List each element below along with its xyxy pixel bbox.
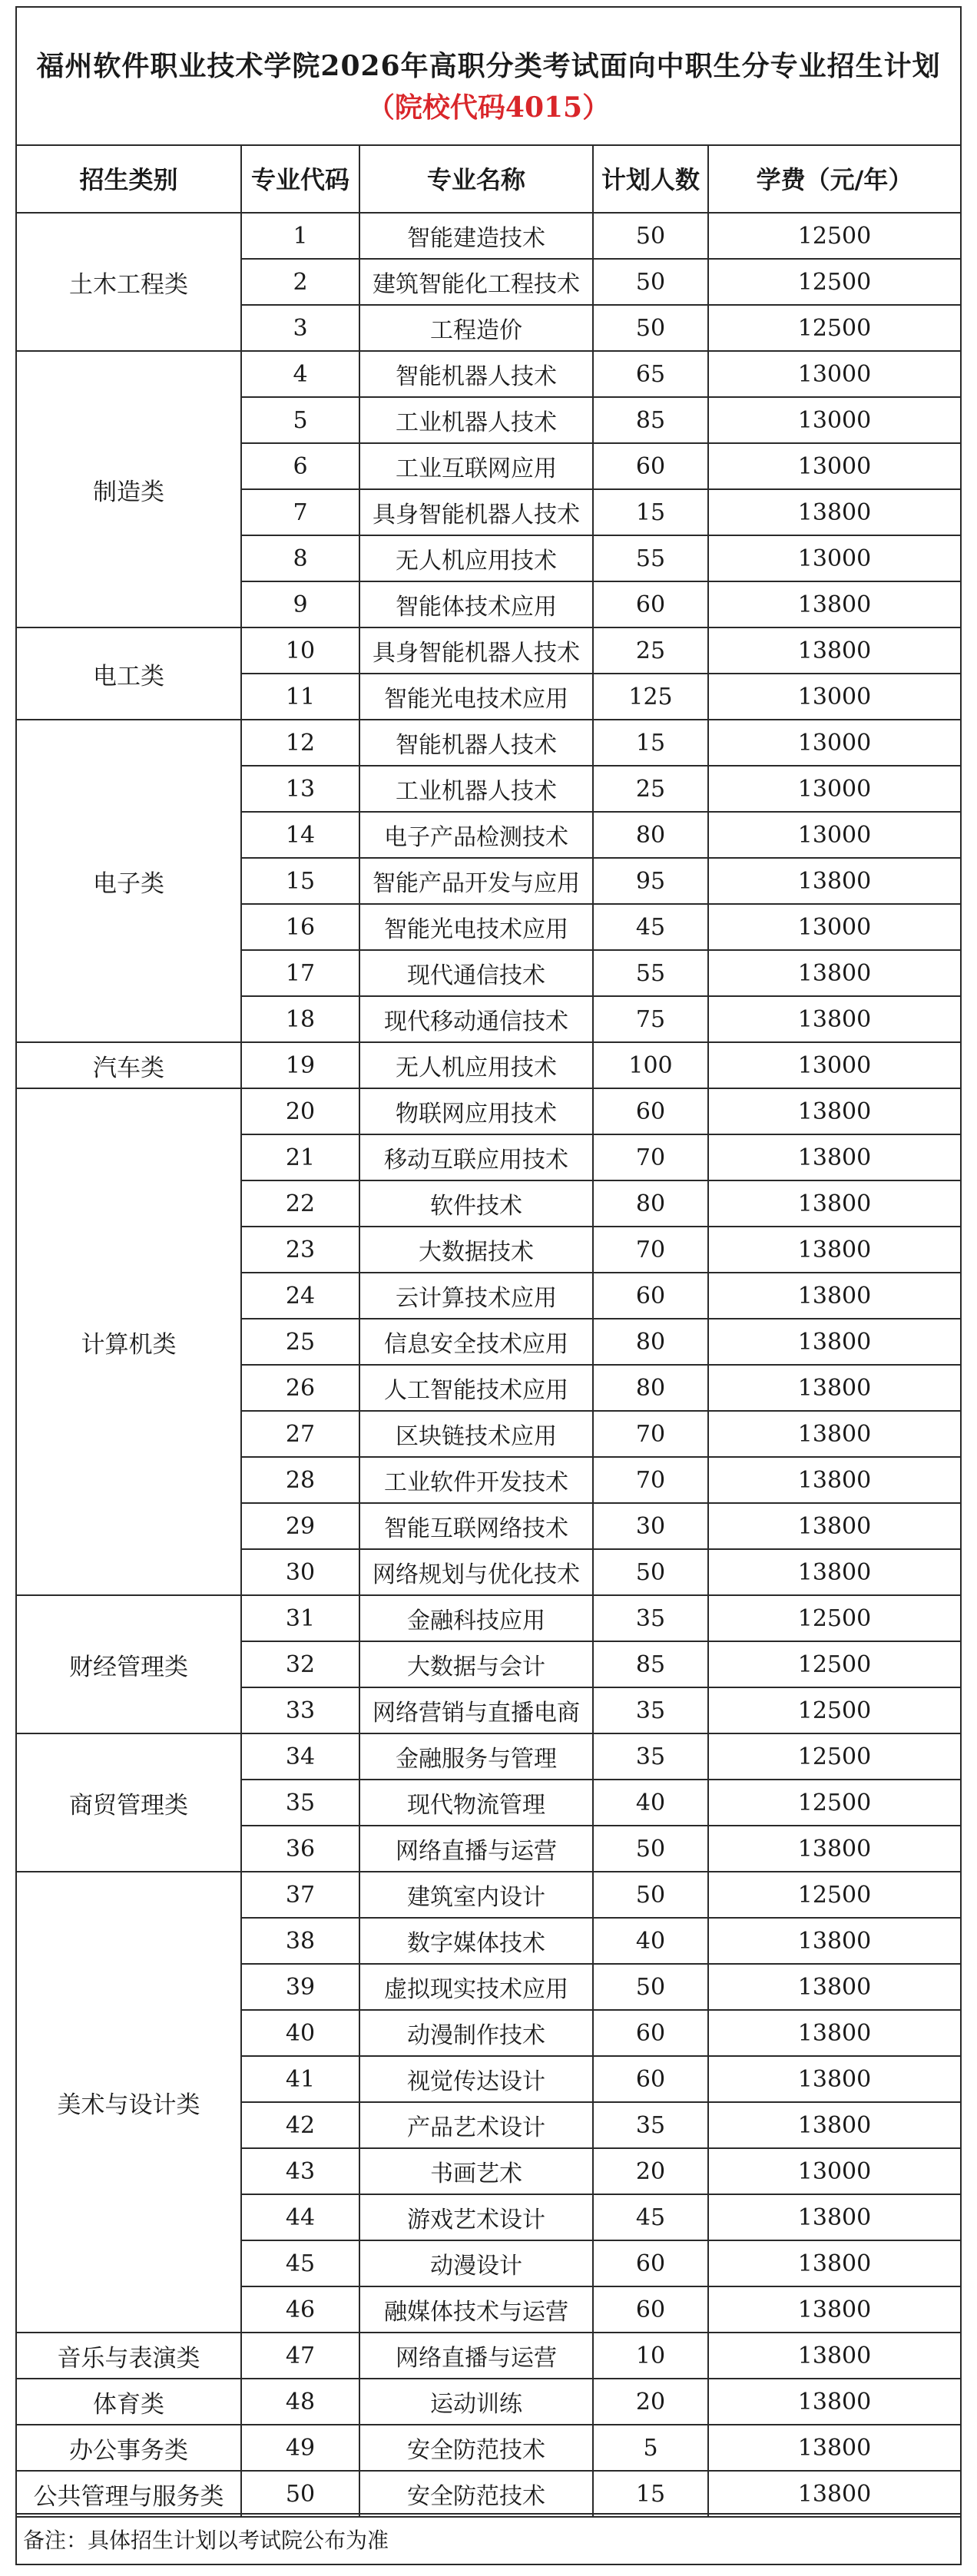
category-cell: 美术与设计类 xyxy=(17,1872,241,2333)
tuition-cell: 13800 xyxy=(708,1964,960,2010)
plan-count-cell: 15 xyxy=(593,2471,708,2517)
major-code-cell: 35 xyxy=(241,1780,359,1826)
major-name-cell: 网络直播与运营 xyxy=(359,2333,593,2379)
major-name-cell: 智能机器人技术 xyxy=(359,351,593,397)
major-name-cell: 现代物流管理 xyxy=(359,1780,593,1826)
tuition-cell: 13000 xyxy=(708,2148,960,2194)
major-name-cell: 区块链技术应用 xyxy=(359,1411,593,1457)
plan-count-cell: 70 xyxy=(593,1457,708,1503)
enrollment-plan-sheet xyxy=(15,6,962,2565)
major-code-cell: 40 xyxy=(241,2010,359,2056)
plan-count-cell: 80 xyxy=(593,1319,708,1365)
plan-count-cell: 60 xyxy=(593,2010,708,2056)
plan-count-cell: 55 xyxy=(593,535,708,581)
tuition-cell: 13000 xyxy=(708,443,960,489)
tuition-cell: 13800 xyxy=(708,950,960,996)
tuition-cell: 13800 xyxy=(708,581,960,627)
major-code-cell: 16 xyxy=(241,904,359,950)
category-cell: 计算机类 xyxy=(17,1088,241,1595)
plan-count-cell: 40 xyxy=(593,1780,708,1826)
plan-count-cell: 50 xyxy=(593,213,708,259)
major-code-cell: 44 xyxy=(241,2194,359,2240)
plan-count-cell: 15 xyxy=(593,720,708,766)
plan-count-cell: 50 xyxy=(593,1964,708,2010)
major-name-cell: 动漫制作技术 xyxy=(359,2010,593,2056)
major-code-cell: 43 xyxy=(241,2148,359,2194)
plan-count-cell: 25 xyxy=(593,766,708,812)
table-header-row xyxy=(17,144,960,213)
tuition-cell: 13800 xyxy=(708,1088,960,1134)
table-row xyxy=(17,720,960,766)
plan-count-cell: 45 xyxy=(593,904,708,950)
plan-count-cell: 80 xyxy=(593,1180,708,1227)
tuition-cell: 12500 xyxy=(708,1595,960,1641)
major-code-cell: 19 xyxy=(241,1042,359,1088)
tuition-cell: 13000 xyxy=(708,812,960,858)
plan-count-cell: 65 xyxy=(593,351,708,397)
major-code-cell: 42 xyxy=(241,2102,359,2148)
tuition-cell: 12500 xyxy=(708,305,960,351)
plan-count-cell: 30 xyxy=(593,1503,708,1549)
plan-count-cell: 100 xyxy=(593,1042,708,1088)
tuition-cell: 13000 xyxy=(708,535,960,581)
major-code-cell: 4 xyxy=(241,351,359,397)
major-name-cell: 人工智能技术应用 xyxy=(359,1365,593,1411)
tuition-cell: 12500 xyxy=(708,213,960,259)
major-name-cell: 具身智能机器人技术 xyxy=(359,627,593,674)
major-code-cell: 9 xyxy=(241,581,359,627)
major-code-cell: 37 xyxy=(241,1872,359,1918)
tuition-cell: 13800 xyxy=(708,1411,960,1457)
tuition-cell: 13800 xyxy=(708,1457,960,1503)
major-code-cell: 11 xyxy=(241,674,359,720)
major-code-cell: 3 xyxy=(241,305,359,351)
major-code-cell: 50 xyxy=(241,2471,359,2517)
tuition-cell: 13800 xyxy=(708,1180,960,1227)
header-major-code: 专业代码 xyxy=(241,144,359,213)
category-cell: 制造类 xyxy=(17,351,241,627)
major-name-cell: 工业机器人技术 xyxy=(359,766,593,812)
major-name-cell: 智能产品开发与应用 xyxy=(359,858,593,904)
tuition-cell: 13800 xyxy=(708,1134,960,1180)
table-row xyxy=(17,627,960,674)
footer-divider xyxy=(17,2513,960,2515)
major-name-cell: 云计算技术应用 xyxy=(359,1273,593,1319)
tuition-cell: 12500 xyxy=(708,1641,960,1687)
major-code-cell: 5 xyxy=(241,397,359,443)
tuition-cell: 13000 xyxy=(708,1042,960,1088)
plan-count-cell: 60 xyxy=(593,1273,708,1319)
major-name-cell: 工业机器人技术 xyxy=(359,397,593,443)
major-name-cell: 大数据技术 xyxy=(359,1227,593,1273)
tuition-cell: 13800 xyxy=(708,1319,960,1365)
plan-count-cell: 60 xyxy=(593,2056,708,2102)
plan-count-cell: 125 xyxy=(593,674,708,720)
major-name-cell: 无人机应用技术 xyxy=(359,535,593,581)
major-code-cell: 21 xyxy=(241,1134,359,1180)
major-name-cell: 融媒体技术与运营 xyxy=(359,2286,593,2333)
major-name-cell: 工程造价 xyxy=(359,305,593,351)
major-name-cell: 信息安全技术应用 xyxy=(359,1319,593,1365)
plan-count-cell: 40 xyxy=(593,1918,708,1964)
table-row xyxy=(17,1872,960,1918)
tuition-cell: 13800 xyxy=(708,1273,960,1319)
category-cell: 商贸管理类 xyxy=(17,1733,241,1872)
tuition-cell: 12500 xyxy=(708,1733,960,1780)
major-code-cell: 26 xyxy=(241,1365,359,1411)
plan-count-cell: 60 xyxy=(593,2240,708,2286)
plan-count-cell: 60 xyxy=(593,1088,708,1134)
plan-count-cell: 10 xyxy=(593,2333,708,2379)
tuition-cell: 13000 xyxy=(708,674,960,720)
major-name-cell: 安全防范技术 xyxy=(359,2425,593,2471)
table-row xyxy=(17,351,960,397)
plan-count-cell: 85 xyxy=(593,397,708,443)
major-code-cell: 8 xyxy=(241,535,359,581)
header-tuition: 学费（元/年） xyxy=(708,144,960,213)
major-code-cell: 14 xyxy=(241,812,359,858)
major-code-cell: 38 xyxy=(241,1918,359,1964)
major-code-cell: 36 xyxy=(241,1826,359,1872)
category-cell: 办公事务类 xyxy=(17,2425,241,2471)
tuition-cell: 13800 xyxy=(708,2286,960,2333)
major-name-cell: 无人机应用技术 xyxy=(359,1042,593,1088)
major-name-cell: 智能光电技术应用 xyxy=(359,674,593,720)
plan-count-cell: 70 xyxy=(593,1411,708,1457)
major-name-cell: 现代移动通信技术 xyxy=(359,996,593,1042)
tuition-cell: 13800 xyxy=(708,2425,960,2471)
plan-count-cell: 25 xyxy=(593,627,708,674)
major-code-cell: 49 xyxy=(241,2425,359,2471)
category-cell: 财经管理类 xyxy=(17,1595,241,1733)
major-code-cell: 46 xyxy=(241,2286,359,2333)
plan-count-cell: 80 xyxy=(593,812,708,858)
major-code-cell: 12 xyxy=(241,720,359,766)
major-name-cell: 智能互联网络技术 xyxy=(359,1503,593,1549)
tuition-cell: 13800 xyxy=(708,1227,960,1273)
major-name-cell: 网络直播与运营 xyxy=(359,1826,593,1872)
plan-count-cell: 70 xyxy=(593,1227,708,1273)
tuition-cell: 13800 xyxy=(708,2379,960,2425)
tuition-cell: 13800 xyxy=(708,2194,960,2240)
tuition-cell: 13800 xyxy=(708,2102,960,2148)
plan-count-cell: 85 xyxy=(593,1641,708,1687)
tuition-cell: 13800 xyxy=(708,2240,960,2286)
major-name-cell: 现代通信技术 xyxy=(359,950,593,996)
major-code-cell: 18 xyxy=(241,996,359,1042)
plan-count-cell: 35 xyxy=(593,1733,708,1780)
plan-count-cell: 60 xyxy=(593,581,708,627)
major-name-cell: 运动训练 xyxy=(359,2379,593,2425)
major-code-cell: 15 xyxy=(241,858,359,904)
footnote: 备注：具体招生计划以考试院公布为准 xyxy=(23,2528,389,2553)
tuition-cell: 13000 xyxy=(708,766,960,812)
tuition-cell: 13800 xyxy=(708,858,960,904)
tuition-cell: 13800 xyxy=(708,1503,960,1549)
table-row xyxy=(17,1088,960,1134)
category-cell: 音乐与表演类 xyxy=(17,2333,241,2379)
major-name-cell: 金融服务与管理 xyxy=(359,1733,593,1780)
major-code-cell: 17 xyxy=(241,950,359,996)
plan-count-cell: 5 xyxy=(593,2425,708,2471)
header-category: 招生类别 xyxy=(17,144,241,213)
plan-count-cell: 60 xyxy=(593,2286,708,2333)
plan-count-cell: 75 xyxy=(593,996,708,1042)
major-code-cell: 22 xyxy=(241,1180,359,1227)
major-code-cell: 25 xyxy=(241,1319,359,1365)
tuition-cell: 12500 xyxy=(708,1872,960,1918)
page-title: 福州软件职业技术学院2026年高职分类考试面向中职生分专业招生计划 xyxy=(36,50,941,82)
major-code-cell: 34 xyxy=(241,1733,359,1780)
table-row xyxy=(17,1733,960,1780)
plan-count-cell: 50 xyxy=(593,1826,708,1872)
tuition-cell: 12500 xyxy=(708,259,960,305)
plan-count-cell: 50 xyxy=(593,305,708,351)
header-plan-count: 计划人数 xyxy=(593,144,708,213)
category-cell: 土木工程类 xyxy=(17,213,241,351)
tuition-cell: 13000 xyxy=(708,351,960,397)
major-code-cell: 20 xyxy=(241,1088,359,1134)
plan-count-cell: 45 xyxy=(593,2194,708,2240)
major-name-cell: 智能机器人技术 xyxy=(359,720,593,766)
major-name-cell: 移动互联应用技术 xyxy=(359,1134,593,1180)
tuition-cell: 13800 xyxy=(708,1549,960,1595)
category-cell: 电工类 xyxy=(17,627,241,720)
major-name-cell: 数字媒体技术 xyxy=(359,1918,593,1964)
table-body xyxy=(17,213,960,2517)
table-row xyxy=(17,213,960,259)
tuition-cell: 13800 xyxy=(708,2010,960,2056)
tuition-cell: 13800 xyxy=(708,996,960,1042)
tuition-cell: 13800 xyxy=(708,1918,960,1964)
major-name-cell: 视觉传达设计 xyxy=(359,2056,593,2102)
plan-count-cell: 55 xyxy=(593,950,708,996)
major-code-cell: 2 xyxy=(241,259,359,305)
table-row xyxy=(17,2425,960,2471)
major-name-cell: 产品艺术设计 xyxy=(359,2102,593,2148)
major-name-cell: 虚拟现实技术应用 xyxy=(359,1964,593,2010)
major-code-cell: 41 xyxy=(241,2056,359,2102)
major-name-cell: 安全防范技术 xyxy=(359,2471,593,2517)
major-code-cell: 30 xyxy=(241,1549,359,1595)
major-code-cell: 33 xyxy=(241,1687,359,1733)
major-code-cell: 31 xyxy=(241,1595,359,1641)
table-row xyxy=(17,2471,960,2517)
plan-count-cell: 35 xyxy=(593,1595,708,1641)
major-code-cell: 10 xyxy=(241,627,359,674)
tuition-cell: 12500 xyxy=(708,1687,960,1733)
category-cell: 公共管理与服务类 xyxy=(17,2471,241,2517)
tuition-cell: 13000 xyxy=(708,720,960,766)
plan-count-cell: 70 xyxy=(593,1134,708,1180)
major-name-cell: 物联网应用技术 xyxy=(359,1088,593,1134)
tuition-cell: 13800 xyxy=(708,2471,960,2517)
major-name-cell: 具身智能机器人技术 xyxy=(359,489,593,535)
major-name-cell: 建筑智能化工程技术 xyxy=(359,259,593,305)
major-name-cell: 金融科技应用 xyxy=(359,1595,593,1641)
plan-count-cell: 35 xyxy=(593,2102,708,2148)
major-code-cell: 1 xyxy=(241,213,359,259)
major-code-cell: 39 xyxy=(241,1964,359,2010)
major-code-cell: 13 xyxy=(241,766,359,812)
major-code-cell: 32 xyxy=(241,1641,359,1687)
major-name-cell: 智能光电技术应用 xyxy=(359,904,593,950)
table-row xyxy=(17,2379,960,2425)
table-row xyxy=(17,1595,960,1641)
major-name-cell: 游戏艺术设计 xyxy=(359,2194,593,2240)
major-code-cell: 24 xyxy=(241,1273,359,1319)
tuition-cell: 13800 xyxy=(708,489,960,535)
major-name-cell: 工业互联网应用 xyxy=(359,443,593,489)
tuition-cell: 13800 xyxy=(708,1365,960,1411)
tuition-cell: 13800 xyxy=(708,1826,960,1872)
major-code-cell: 45 xyxy=(241,2240,359,2286)
category-cell: 汽车类 xyxy=(17,1042,241,1088)
major-name-cell: 智能体技术应用 xyxy=(359,581,593,627)
major-name-cell: 网络规划与优化技术 xyxy=(359,1549,593,1595)
institution-code: （院校代码4015） xyxy=(366,91,611,124)
major-name-cell: 软件技术 xyxy=(359,1180,593,1227)
plan-count-cell: 15 xyxy=(593,489,708,535)
plan-count-cell: 50 xyxy=(593,1549,708,1595)
major-code-cell: 6 xyxy=(241,443,359,489)
major-name-cell: 大数据与会计 xyxy=(359,1641,593,1687)
major-name-cell: 书画艺术 xyxy=(359,2148,593,2194)
table-row xyxy=(17,1042,960,1088)
major-code-cell: 48 xyxy=(241,2379,359,2425)
tuition-cell: 13800 xyxy=(708,2333,960,2379)
major-code-cell: 7 xyxy=(241,489,359,535)
plan-count-cell: 35 xyxy=(593,1687,708,1733)
major-name-cell: 网络营销与直播电商 xyxy=(359,1687,593,1733)
tuition-cell: 13000 xyxy=(708,904,960,950)
major-name-cell: 动漫设计 xyxy=(359,2240,593,2286)
major-name-cell: 建筑室内设计 xyxy=(359,1872,593,1918)
tuition-cell: 13800 xyxy=(708,2056,960,2102)
plan-count-cell: 80 xyxy=(593,1365,708,1411)
tuition-cell: 12500 xyxy=(708,1780,960,1826)
category-cell: 体育类 xyxy=(17,2379,241,2425)
category-cell: 电子类 xyxy=(17,720,241,1042)
table-row xyxy=(17,2333,960,2379)
plan-count-cell: 95 xyxy=(593,858,708,904)
title-block xyxy=(17,8,960,146)
plan-count-cell: 60 xyxy=(593,443,708,489)
major-name-cell: 工业软件开发技术 xyxy=(359,1457,593,1503)
header-major-name: 专业名称 xyxy=(359,144,593,213)
major-code-cell: 29 xyxy=(241,1503,359,1549)
plan-count-cell: 20 xyxy=(593,2379,708,2425)
tuition-cell: 13000 xyxy=(708,397,960,443)
tuition-cell: 13800 xyxy=(708,627,960,674)
major-name-cell: 电子产品检测技术 xyxy=(359,812,593,858)
major-code-cell: 23 xyxy=(241,1227,359,1273)
major-code-cell: 28 xyxy=(241,1457,359,1503)
plan-count-cell: 50 xyxy=(593,1872,708,1918)
major-name-cell: 智能建造技术 xyxy=(359,213,593,259)
major-code-cell: 27 xyxy=(241,1411,359,1457)
plan-count-cell: 20 xyxy=(593,2148,708,2194)
major-code-cell: 47 xyxy=(241,2333,359,2379)
plan-count-cell: 50 xyxy=(593,259,708,305)
enrollment-table xyxy=(17,144,960,2518)
